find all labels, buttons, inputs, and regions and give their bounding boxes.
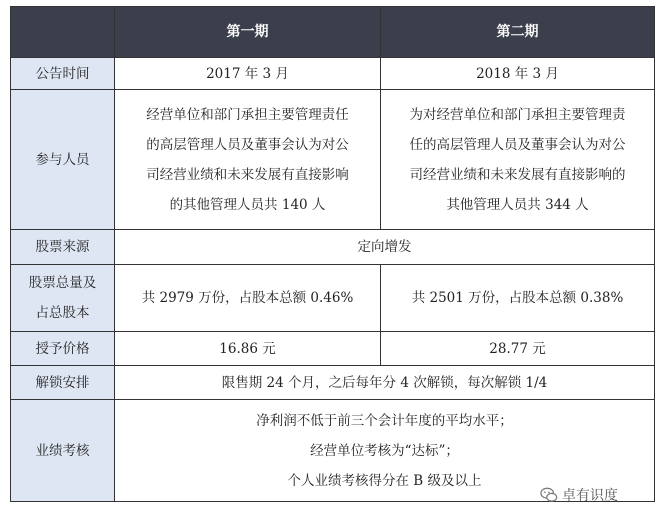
label-total-line-2: 占总股本 bbox=[35, 305, 90, 321]
performance-line-1: 净利润不低于前三个会计年度的平均水平； bbox=[256, 412, 513, 429]
participants-p1 bbox=[115, 90, 381, 230]
header-blank bbox=[11, 7, 115, 58]
label-performance: 业绩考核 bbox=[11, 400, 115, 502]
row-participants bbox=[11, 90, 655, 230]
participants-p2-line-1: 为对经营单位和部门承担主要管理责 bbox=[409, 106, 626, 123]
participants-p1-line-4: 的其他管理人员共 140 人 bbox=[169, 196, 326, 213]
participants-p1-line-3: 司经营业绩和未来发展有直接影响 bbox=[146, 166, 349, 183]
announce-p2: 2018 年 3 月 bbox=[381, 58, 655, 90]
label-total-line-1: 股票总量及 bbox=[28, 275, 97, 291]
row-announce bbox=[11, 58, 655, 90]
participants-p1-line-2: 的高层管理人员及董事会认为对公 bbox=[146, 136, 349, 153]
wechat-icon bbox=[540, 486, 558, 504]
label-participants: 参与人员 bbox=[11, 90, 115, 230]
row-source bbox=[11, 230, 655, 265]
performance-line-2: 经营单位考核为“达标”； bbox=[310, 442, 459, 459]
row-total bbox=[11, 265, 655, 332]
header-row bbox=[11, 7, 655, 58]
price-p1: 16.86 元 bbox=[115, 332, 381, 366]
source-value: 定向增发 bbox=[115, 230, 655, 265]
header-phase-1: 第一期 bbox=[115, 7, 381, 58]
participants-p2-line-3: 司经营业绩和未来发展有直接影响的 bbox=[409, 166, 626, 183]
performance-line-3: 个人业绩考核得分在 B 级及以上 bbox=[287, 472, 482, 489]
watermark-text: 卓有识度 bbox=[562, 488, 618, 504]
row-price bbox=[11, 332, 655, 366]
label-source: 股票来源 bbox=[11, 230, 115, 265]
participants-p2-line-4: 其他管理人员共 344 人 bbox=[446, 196, 589, 213]
header-phase-2: 第二期 bbox=[381, 7, 655, 58]
unlock-value: 限售期 24 个月，之后每年分 4 次解锁，每次解锁 1/4 bbox=[115, 366, 655, 400]
label-unlock: 解锁安排 bbox=[11, 366, 115, 400]
label-total bbox=[11, 265, 115, 332]
watermark bbox=[540, 485, 618, 505]
label-announce: 公告时间 bbox=[11, 58, 115, 90]
label-price: 授予价格 bbox=[11, 332, 115, 366]
row-unlock bbox=[11, 366, 655, 400]
total-p1: 共 2979 万份，占股本总额 0.46% bbox=[115, 265, 381, 332]
participants-p2-line-2: 任的高层管理人员及董事会认为对公 bbox=[409, 136, 626, 153]
participants-p1-line-1: 经营单位和部门承担主要管理责任 bbox=[146, 106, 349, 123]
announce-p1: 2017 年 3 月 bbox=[115, 58, 381, 90]
participants-p2 bbox=[381, 90, 655, 230]
total-p2: 共 2501 万份，占股本总额 0.38% bbox=[381, 265, 655, 332]
price-p2: 28.77 元 bbox=[381, 332, 655, 366]
incentive-plan-table bbox=[10, 6, 655, 502]
